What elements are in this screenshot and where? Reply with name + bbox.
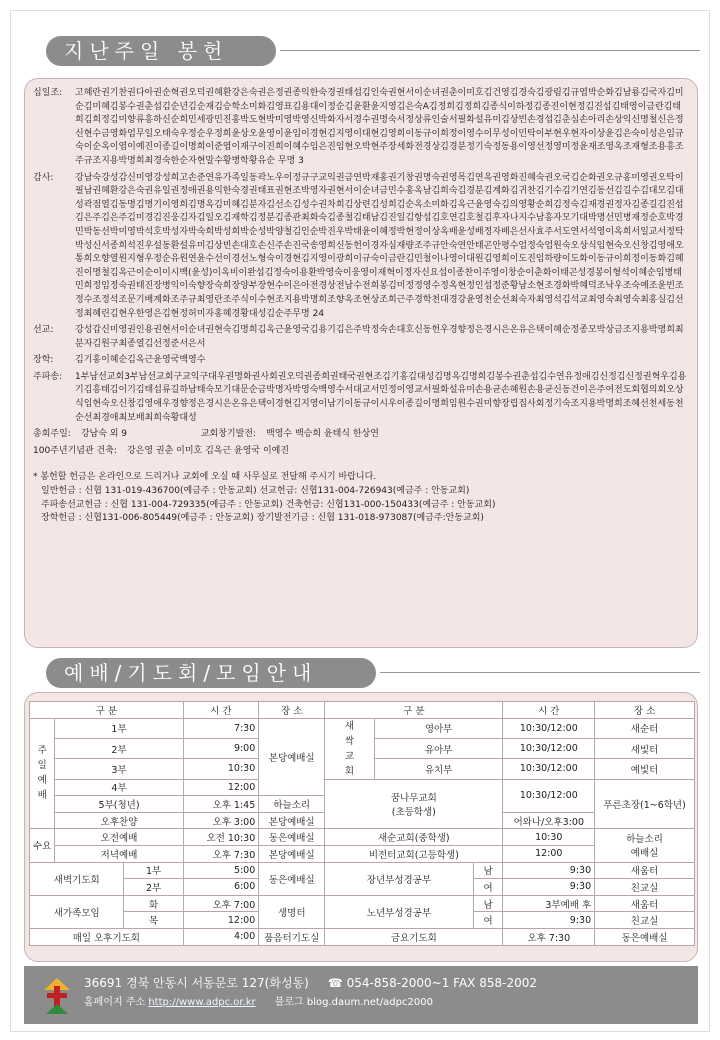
offering-label: 총회주일: — [33, 429, 71, 440]
cell: 품음터기도실 — [259, 928, 325, 945]
offering-label: 교회창기발전: — [200, 429, 257, 440]
group-label: 수요 — [30, 829, 55, 862]
cell: 매일 오후기도회 — [30, 928, 184, 945]
cell: 9:30 — [503, 912, 595, 929]
cell: 비전터교회(고등학생) — [325, 845, 503, 862]
offering-row-mission — [33, 324, 689, 351]
cell: 오후찬양 — [55, 812, 183, 829]
offering-label: 100주년기념관 건축: — [33, 445, 117, 456]
table-row — [30, 862, 695, 879]
church-address: 36691 경북 안동시 서동문로 127(화성동) — [84, 976, 309, 990]
offering-names: 강성갑신미영권인용권현서이순녀권현숙김명희김옥근윤영국김용기김은주박정숙손대호신동헌우경향정은경시은온유은택이혜순정종모박상금조지용박명희최분자김원구최종열김선정준서은서 — [75, 325, 684, 349]
cell: 유아부 — [374, 738, 503, 758]
offering-label: 주파송: — [33, 371, 63, 382]
cell: 목 — [124, 912, 183, 929]
group-label: 새 싹 교 회 — [325, 718, 375, 779]
cell: 오전 10:30 — [183, 829, 259, 846]
offering-names: 강남숙강성감신미영강성희고손준연유가족일동곽노우이정규구교익권금연박재홍권기창권명숙권영목김연옥권영화진혜숙권오국김순화권오규홍미영권오탁이필남권혜환강은숙권유일권정애권용익한숙경권태표권현조박영자권현서이순녀금민수홍옥남김희숙김경분김계화김귀찬김기수김기연김동선김길수김대모김대성곽점열김동명김명기이영희김명옥김미혜김분자김선소김성수권차희김상련김성희김순옥소미화김옥근윤영숙김의영황순희김정숙김재경권정자김종길김진섭김은주김은주김미경김진웅김자김일오김재학김정분김종관최화숙김종철김태남김진일김항섭김호연김호철김후자나지수남흥자모기대박명선민병재정순호박경민박동선박미영박석호박성자박숙희박성희박순성박양철김인순박진우박태윤이혜정박현정이상옥배윤성배정자배은선사효주서도연서석영이옥희서일교서정탁박성신서종희석진우설동환설유미김상빈손대호손신주손진국송영희신동헌이경자심재량조주규안숙연안태곤안평수엄정숙엄원숙오상식임현숙오신창김영애오통희오향열원지형우정순유원연윤수선이경선노형숙이경현김지영이광희이규숙이금란김민철이나영이대원김영희이도진임하량이도화이동규이희정이동화김혜진이명철김옥근이순이이시백(윤성)이옥비이완섭김정숙이용환박영숙이웅영이재혁이정자신요섭이종찬이주영이창순이춘화이태곤성경봉이형석이혜순임병태민희정임정숙권태진장병익이숙향장숙희장양부장현수이은아전경상전남수전희봉김미정정영수정옥현정인섭정준황남소현조경화박혜덕조낙우조숙예조윤빈조정수조정석조문기배계화조주규최영란조주식이수현조지용박명희조향옥조현상조희근주경학천대경강윤영천순선최숙자최영석김석교최영숙최영숙최홍실김선정최혜린김현우한영은김현정허미자홍혜경황대성김순주무명 24 — [75, 172, 684, 319]
cell: 예빛터 — [595, 759, 695, 779]
notice-account: 주파송선교헌금 : 신협 131-004-729335(예금주 : 안동교회) 건축헌금: 신협131-000-150433(예금주 : 안동교회) — [41, 499, 496, 510]
cell: 5:00 — [183, 862, 259, 879]
cell: 10:30/12:00 — [503, 738, 595, 758]
section-title-offerings: 지난주일 봉헌 — [46, 36, 276, 66]
cell: 친교실 — [595, 879, 695, 896]
cell: 생명터 — [259, 895, 325, 928]
table-row — [30, 779, 695, 796]
group-label: 노년부성경공부 — [325, 895, 473, 928]
cell: 10:30/12:00 — [503, 718, 595, 738]
cell: 새빛터 — [595, 738, 695, 758]
cell: 9:30 — [503, 879, 595, 896]
cell: 7:30 — [183, 718, 259, 738]
cell: 12:00 — [183, 912, 259, 929]
cell: 12:00 — [183, 779, 259, 796]
header-cell: 시 간 — [183, 702, 259, 719]
offerings-panel — [24, 78, 698, 648]
cell: 남 — [473, 895, 503, 912]
cell: 남 — [473, 862, 503, 879]
cell: 1부 — [124, 862, 183, 879]
footer — [24, 966, 698, 1024]
offering-names: 고혜란권기찬권다아권순혁권오덕권혜환강은숙권은정권종익한숙경권태섭김인숙권현서이순녀권춘이미호김건영김경숙김광림김규엽박순화김남룡김국자김미순김미혜김봉수권춘섭김순년김순재김승학소미화김영표김용대이정순김윤환윤지영김은숙A김정희김정희김종식이하정김종진이현정김진섭김태영이금란김태희김희정김미향류흥하신순희민세광민진홍박도현박미영박영신박화자서경수권명숙서정상류인술서필화설유미김상빈손경섭김춘심손아리손상익신명철신은정신현수금영화엄무일오태숙우정순우정희윤상오윤영이윤임이경현김지영이대현김영희이동규이희정이영수이무성이민탁이부현우현자이상윤김은숙이성은임규숙이순옥이엽이예진이종길이명희이준엽이재구이진희이혜수임은진임현오박현주장세화전경상김경분정기숙정동용이영선정영미정윤재조영옥조재형조용흥조주규조지용박명희최경숙한순자현말수황병학황유순 무명 3 — [75, 88, 684, 166]
cell: 하늘소리 예배실 — [595, 829, 695, 862]
divider — [280, 50, 700, 51]
cell: 오후 7:30 — [183, 845, 259, 862]
footer-line-2 — [84, 993, 698, 1012]
cell: 6:00 — [183, 879, 259, 896]
offering-label: 십일조: — [33, 88, 63, 98]
schedule-table — [29, 701, 695, 946]
cell: 동은예배실 — [259, 829, 325, 846]
offering-row-tithe — [33, 87, 689, 169]
cell: 1부 — [55, 718, 183, 738]
cell: 푸른초장(1~6학년) — [595, 779, 695, 829]
cell: 동은예배실 — [259, 862, 325, 895]
offering-names: 강남숙 외 9 — [80, 429, 128, 440]
cell: 본당예배실 — [259, 812, 325, 829]
section-title-schedule: 예배/기도회/모임안내 — [46, 658, 376, 688]
divider — [380, 672, 700, 673]
group-label: 새가족모임 — [30, 895, 124, 928]
cell: 하늘소리 — [259, 796, 325, 813]
offering-row-scholarship — [33, 354, 689, 368]
cell: 본당예배실 — [259, 845, 325, 862]
table-row — [30, 829, 695, 846]
cell: 오전예배 — [55, 829, 183, 846]
cell: 10:30 — [503, 829, 595, 846]
offering-row-mission-dispatch — [33, 371, 689, 425]
schedule-panel — [24, 692, 698, 962]
cell: 12:00 — [503, 845, 595, 862]
cell: 3부예배 후 — [503, 895, 595, 912]
notice-account: 일반헌금 : 신협 131-019-436700(예금주 : 안동교회) 선교헌금: 신협131-004-726943(예금주 : 안동교회) — [41, 486, 470, 497]
offering-names: 1부남선교회3부남선교회구교익구대우권명화권사회권오덕권종희권태국권현조김기홍김대성김명옥김명희김봉수권춘섭김수연유정애김신정김신정권혁우김용기김흥태김이기김태섭류길하남태숙모기대문순금박명자박영숙백영수서대교서민정이영교서필화설유미손용균손혜원손용균신동건이은주여전도회협의회오상식임현숙오신창김영애우경향정은경시은온유은택이경현김지영이남기이동규이시우이종길이명희임원수권미향장립집사회정기숙조지용박명희조혜선천세동천순선최경애최보배최희숙황대성 — [75, 371, 687, 423]
offering-names: 김기홍이혜순김옥근윤영국백영수 — [75, 355, 206, 366]
notice-intro: * 봉헌할 헌금은 온라인으로 드리거나 교회에 오실 때 사무실로 전달해 주시기 바랍니다. — [33, 472, 377, 483]
table-row — [30, 928, 695, 945]
cell: 영아부 — [374, 718, 503, 738]
cell: 본당예배실 — [259, 718, 325, 796]
cell: 어와나/오후3:00 — [503, 812, 595, 829]
cell: 새움터 — [595, 895, 695, 912]
homepage-label: 홈페이지 주소 — [84, 997, 146, 1008]
group-label: 주 일 예 배 — [30, 718, 55, 829]
offering-row-building — [33, 445, 689, 459]
blog-address: 블로그 blog.daum.net/adpc2000 — [274, 997, 433, 1008]
cell: 10:30 — [183, 759, 259, 779]
cell: 10:30/12:00 — [503, 759, 595, 779]
homepage-link[interactable]: http://www.adpc.or.kr — [148, 997, 256, 1008]
cell: 오후 3:00 — [183, 812, 259, 829]
group-label: 장년부성경공부 — [325, 862, 473, 895]
offering-label: 감사: — [33, 172, 54, 183]
cell: 10:30/12:00 — [503, 779, 595, 812]
cell: 꿈나무교회 (초등학생) — [325, 779, 503, 829]
table-row — [30, 895, 695, 912]
footer-line-1 — [84, 974, 698, 993]
cell: 동은예배실 — [595, 928, 695, 945]
cell: 새순터 — [595, 718, 695, 738]
church-logo-icon — [42, 976, 72, 1016]
header-cell: 구 분 — [30, 702, 184, 719]
header-cell: 시 간 — [503, 702, 595, 719]
cell: 2부 — [55, 738, 183, 758]
cell: 4:00 — [183, 928, 259, 945]
cell: 유치부 — [374, 759, 503, 779]
cell: 4부 — [55, 779, 183, 796]
offering-notice — [33, 471, 689, 525]
offering-label: 선교: — [33, 325, 54, 336]
cell: 오후 7:00 — [183, 895, 259, 912]
group-label: 새벽기도회 — [30, 862, 124, 895]
cell: 저녁예배 — [55, 845, 183, 862]
offering-row-thanks — [33, 172, 689, 322]
header-cell: 장 소 — [595, 702, 695, 719]
notice-account: 장학헌금 : 신협131-006-805449(예금주 : 안동교회) 장기발전기금 : 신협 131-018-973087(예금주:안동교회) — [41, 513, 484, 524]
cell: 친교실 — [595, 912, 695, 929]
church-phone: ☎ 054-858-2000~1 FAX 858-2002 — [327, 976, 537, 990]
cell: 3부 — [55, 759, 183, 779]
cell: 새움터 — [595, 862, 695, 879]
cell: 오후 1:45 — [183, 796, 259, 813]
cell: 여 — [473, 912, 503, 929]
header-cell: 장 소 — [259, 702, 325, 719]
cell: 화 — [124, 895, 183, 912]
cell: 새순교회(중학생) — [325, 829, 503, 846]
table-row — [30, 718, 695, 738]
offering-names: 백영수 백승희 윤태식 한상연 — [266, 429, 379, 440]
cell: 금요기도회 — [325, 928, 503, 945]
offering-label: 장학: — [33, 355, 54, 366]
cell: 5부(청년) — [55, 796, 183, 813]
cell: 2부 — [124, 879, 183, 896]
offering-row-assembly — [33, 428, 689, 442]
cell: 오후 7:30 — [503, 928, 595, 945]
cell: 9:00 — [183, 738, 259, 758]
offering-names: 강은영 권춘 이미호 김옥근 윤영국 이예진 — [126, 445, 290, 456]
table-header — [30, 702, 695, 719]
cell: 여 — [473, 879, 503, 896]
cell: 9:30 — [503, 862, 595, 879]
header-cell: 구 분 — [325, 702, 503, 719]
